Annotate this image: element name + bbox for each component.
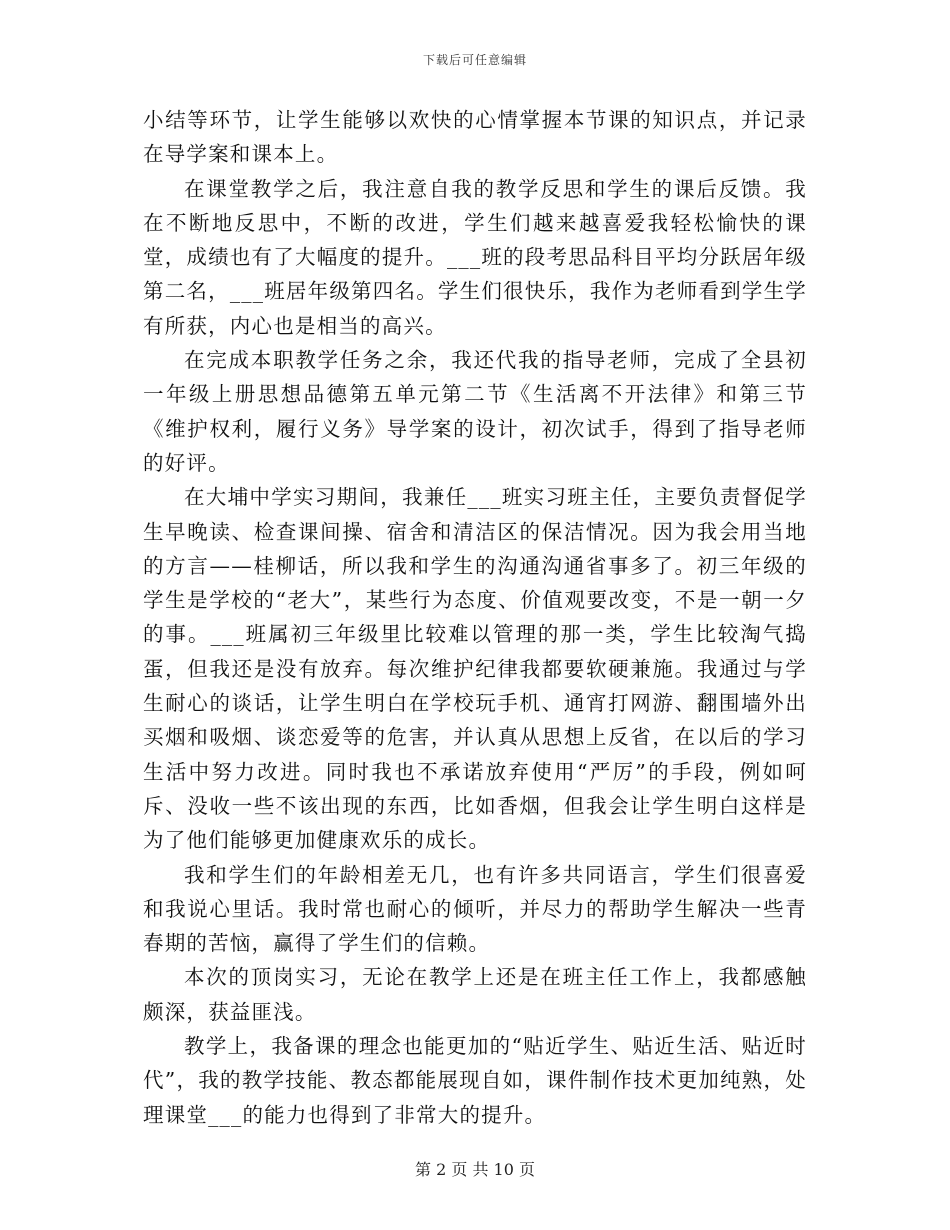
paragraph-reflection: 在课堂教学之后，我注意自我的教学反思和学生的课后反馈。我在不断地反思中，不断的改进，学生们越来越喜爱我轻松愉快的课堂，成绩也有了大幅度的提升。___班的段考思品科目平均分跃居年级第二名，___班居年级第四名。学生们很快乐，我作为老师看到学生学有所获，内心也是相当的高兴。 <box>143 176 807 338</box>
page-header: 下载后可任意编辑 <box>422 53 527 67</box>
page-footer: 第 2 页 共 10 页 <box>415 1160 535 1179</box>
paragraph-class-teacher: 在大埔中学实习期间，我兼任___班实习班主任，主要负责督促学生早晚读、检查课间操、宿舍和清洁区的保洁情况。因为我会用当地的方言——桂柳话，所以我和学生的沟通沟通省事多了。初三年级的学生是学校的“老大”，某些行为态度、价值观要改变，不是一朝一夕的事。___班属初三年级里比较难以管理的那一类，学生比较淘气捣蛋，但我还是没有放弃。每次维护纪律我都要软硬兼施。我通过与学生耐心的谈话，让学生明白在学校玩手机、通宵打网游、翻围墙外出买烟和吸烟、谈恋爱等的危害，并认真从思想上反省，在以后的学习生活中努力改进。同时我也不承诺放弃使用“严厉”的手段，例如呵斥、没收一些不该出现的东西，比如香烟，但我会让学生明白这样是为了他们能够更加健康欢乐的成长。 <box>143 485 807 853</box>
paragraph-continuation: 小结等环节，让学生能够以欢快的心情掌握本节课的知识点，并记录在导学案和课本上。 <box>143 108 807 167</box>
document-body <box>143 103 807 1132</box>
paragraph-internship-summary: 本次的顶岗实习，无论在教学上还是在班主任工作上，我都感触颇深，获益匪浅。 <box>143 965 807 1024</box>
paragraph-guide-design: 在完成本职教学任务之余，我还代我的指导老师，完成了全县初一年级上册思想品德第五单元第二节《生活离不开法律》和第三节《维护权利，履行义务》导学案的设计，初次试手，得到了指导老师的好评。 <box>143 348 807 475</box>
paragraph-student-relations: 我和学生们的年龄相差无几，也有许多共同语言，学生们很喜爱和我说心里话。我时常也耐心的倾听，并尽力的帮助学生解决一些青春期的苦恼，赢得了学生们的信赖。 <box>143 862 807 956</box>
paragraph-teaching-gains: 教学上，我备课的理念也能更加的“贴近学生、贴近生活、贴近时代”，我的教学技能、教态都能展现自如，课件制作技术更加纯熟，处理课堂___的能力也得到了非常大的提升。 <box>143 1034 807 1127</box>
